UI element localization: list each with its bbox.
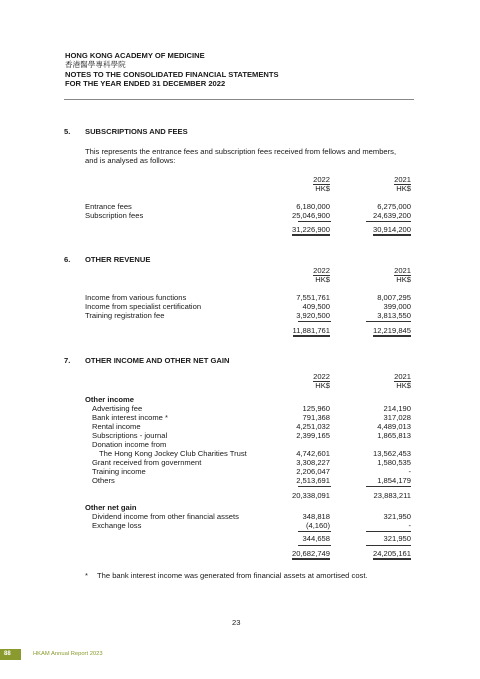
section6-row-2021: 3,813,550 bbox=[377, 311, 411, 320]
income-row-2022: 125,960 bbox=[302, 404, 330, 413]
section7-currency-2021: HK$ bbox=[396, 381, 411, 390]
section5-row-label: Subscription fees bbox=[85, 211, 144, 220]
gain-total-rule-2021 bbox=[366, 545, 411, 546]
income-row-2021: 317,028 bbox=[383, 413, 411, 422]
section6-row-2022: 7,551,761 bbox=[296, 293, 330, 302]
section6-year-2021: 2021 bbox=[394, 266, 411, 275]
income-row-2022: 2,399,165 bbox=[296, 431, 330, 440]
income-row-2022: 2,513,691 bbox=[296, 476, 330, 485]
footer-page-number: 88 bbox=[4, 651, 11, 657]
section6-currency-2022: HK$ bbox=[315, 275, 330, 284]
gain-row-label: Exchange loss bbox=[92, 521, 142, 530]
section5-currency-2022: HK$ bbox=[315, 184, 330, 193]
section6-subtotal-rule-2021 bbox=[366, 321, 411, 322]
income-total-2022: 20,338,091 bbox=[291, 491, 330, 500]
income-row-2022: 4,742,601 bbox=[296, 449, 330, 458]
income-row-2022: 791,368 bbox=[302, 413, 330, 422]
section7-grand-total-2021: 24,205,161 bbox=[372, 549, 411, 558]
income-row-2021: 214,190 bbox=[383, 404, 411, 413]
section5-row-2021: 6,275,000 bbox=[377, 202, 411, 211]
section6-row-2021: 8,007,295 bbox=[377, 293, 411, 302]
section5-row-label: Entrance fees bbox=[85, 202, 132, 211]
section5-description-line2: and is analysed as follows: bbox=[85, 156, 176, 165]
section6-number: 6. bbox=[64, 255, 71, 264]
section5-title: SUBSCRIPTIONS AND FEES bbox=[85, 127, 188, 136]
section5-currency-2021: HK$ bbox=[396, 184, 411, 193]
income-row-label: Bank interest income * bbox=[92, 413, 168, 422]
section7-year-2022: 2022 bbox=[313, 372, 330, 381]
income-row-2021: 1,580,535 bbox=[377, 458, 411, 467]
gain-row-2021: 321,950 bbox=[383, 512, 411, 521]
income-row-2021: 4,489,013 bbox=[377, 422, 411, 431]
gain-total-2021: 321,950 bbox=[383, 534, 411, 543]
income-row-label: Rental income bbox=[92, 422, 141, 431]
income-row-label: Training income bbox=[92, 467, 146, 476]
net-gain-heading: Other net gain bbox=[85, 503, 137, 512]
income-row-2022: 4,251,032 bbox=[296, 422, 330, 431]
section5-year-2022: 2022 bbox=[313, 175, 330, 184]
section6-row-label: Income from specialist certification bbox=[85, 302, 202, 311]
section5-row-2022: 6,180,000 bbox=[296, 202, 330, 211]
other-income-heading: Other income bbox=[85, 395, 134, 404]
income-row-label: The Hong Kong Jockey Club Charities Trust bbox=[99, 449, 247, 458]
income-row-label: Donation income from bbox=[92, 440, 167, 449]
section6-year-2022: 2022 bbox=[313, 266, 330, 275]
income-subtotal-rule-2022 bbox=[298, 486, 331, 487]
gain-row-2021: - bbox=[408, 521, 411, 530]
header-org-name-chinese: 香港醫學專科學院 bbox=[65, 60, 126, 70]
income-row-2022: 2,206,047 bbox=[296, 467, 330, 476]
section5-total-2021: 30,914,200 bbox=[372, 225, 411, 234]
section7-currency-2022: HK$ bbox=[315, 381, 330, 390]
gain-row-2022: 348,818 bbox=[302, 512, 330, 521]
document-header bbox=[65, 51, 415, 89]
section7-title: OTHER INCOME AND OTHER NET GAIN bbox=[85, 356, 230, 365]
gain-row-label: Dividend income from other financial assets bbox=[92, 512, 239, 521]
income-total-2021: 23,883,211 bbox=[373, 491, 411, 500]
section7-year-2021: 2021 bbox=[394, 372, 411, 381]
section5-subtotal-rule-2022 bbox=[298, 221, 331, 222]
header-divider bbox=[64, 99, 414, 100]
section7-number: 7. bbox=[64, 356, 71, 365]
section6-subtotal-rule-2022 bbox=[298, 321, 331, 322]
income-row-label: Grant received from government bbox=[92, 458, 202, 467]
section6-row-2021: 399,000 bbox=[383, 302, 411, 311]
section6-currency-2021: HK$ bbox=[396, 275, 411, 284]
footer-report-title: HKAM Annual Report 2023 bbox=[33, 651, 103, 657]
footnote-text: The bank interest income was generated from financial assets at amortised cost. bbox=[97, 571, 368, 580]
section6-row-label: Training registration fee bbox=[85, 311, 165, 320]
income-row-2021: - bbox=[408, 467, 411, 476]
income-row-label: Advertising fee bbox=[92, 404, 143, 413]
gain-total-rule-2022 bbox=[298, 545, 331, 546]
income-row-2022: 3,308,227 bbox=[296, 458, 330, 467]
section6-title: OTHER REVENUE bbox=[85, 255, 151, 264]
gain-subtotal-rule-2021 bbox=[366, 531, 411, 532]
income-row-2021: 1,854,179 bbox=[377, 476, 411, 485]
section6-row-label: Income from various functions bbox=[85, 293, 187, 302]
income-row-2021: 13,562,453 bbox=[372, 449, 411, 458]
income-row-2021: 1,865,813 bbox=[377, 431, 411, 440]
header-notes-title: NOTES TO THE CONSOLIDATED FINANCIAL STATEMENTS bbox=[65, 69, 279, 79]
page-number: 23 bbox=[232, 618, 241, 627]
section5-row-2022: 25,046,900 bbox=[291, 211, 330, 220]
section5-number: 5. bbox=[64, 127, 71, 136]
section5-description-line1: This represents the entrance fees and subscription fees received from fellows and members, bbox=[85, 147, 397, 156]
income-subtotal-rule-2021 bbox=[366, 486, 411, 487]
gain-subtotal-rule-2022 bbox=[298, 531, 331, 532]
section5-year-2021: 2021 bbox=[394, 175, 411, 184]
section7-grand-total-2022: 20,682,749 bbox=[291, 549, 330, 558]
income-row-label: Subscriptions - journal bbox=[92, 431, 168, 440]
income-row-label: Others bbox=[92, 476, 115, 485]
footnote-marker: * bbox=[85, 571, 88, 580]
section6-total-2022: 11,881,761 bbox=[292, 326, 330, 335]
section5-row-2021: 24,639,200 bbox=[372, 211, 411, 220]
section5-total-2022: 31,226,900 bbox=[291, 225, 330, 234]
section6-row-2022: 3,920,500 bbox=[296, 311, 330, 320]
section6-total-2021: 12,219,845 bbox=[372, 326, 411, 335]
gain-row-2022: (4,160) bbox=[305, 521, 330, 530]
gain-total-2022: 344,658 bbox=[302, 534, 330, 543]
section6-row-2022: 409,500 bbox=[302, 302, 330, 311]
section5-subtotal-rule-2021 bbox=[366, 221, 411, 222]
header-org-name: HONG KONG ACADEMY OF MEDICINE bbox=[65, 51, 205, 60]
header-period: FOR THE YEAR ENDED 31 DECEMBER 2022 bbox=[65, 79, 226, 89]
